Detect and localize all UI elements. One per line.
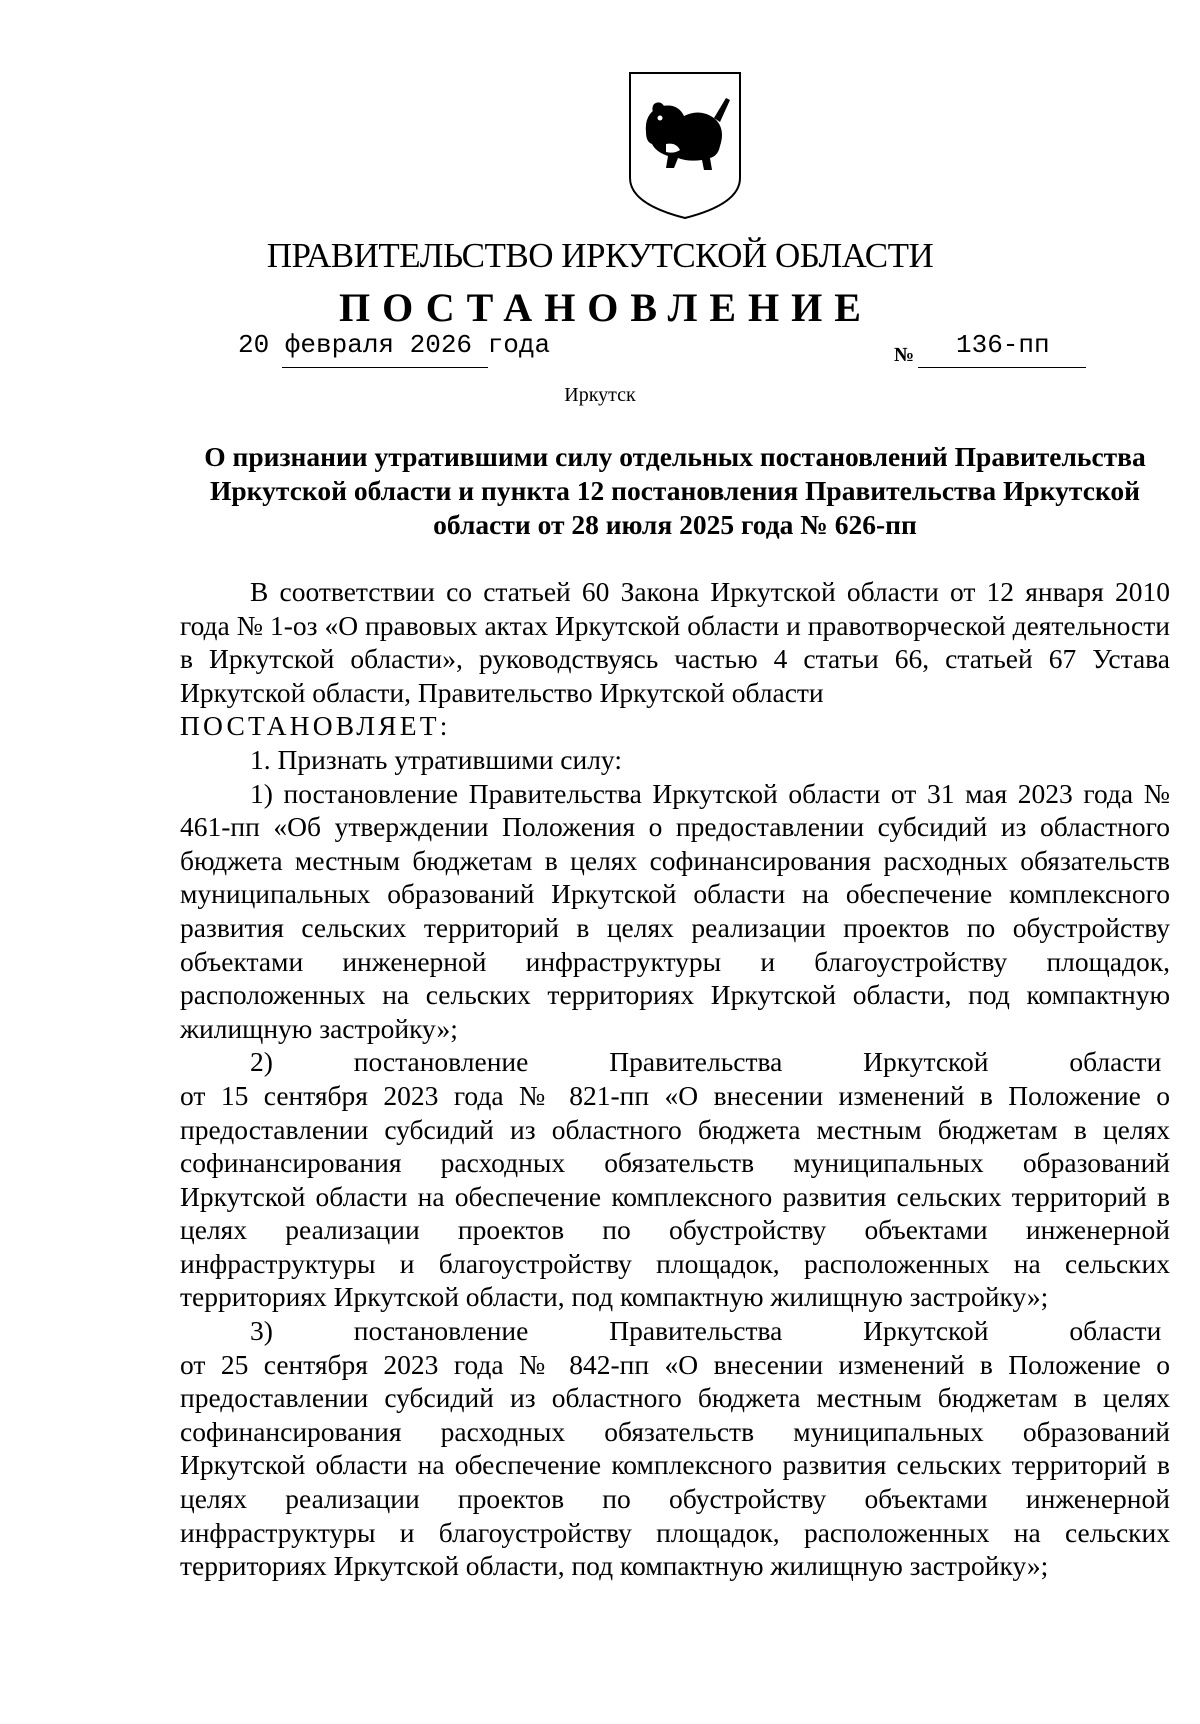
document-body [180,575,1170,1583]
number-underline [918,367,1086,368]
government-name: ПРАВИТЕЛЬСТВО ИРКУТСКОЙ ОБЛАСТИ [266,236,934,275]
decree-number: 136-пп [956,330,1050,360]
number-sign: № [894,344,915,366]
date-underline [282,367,488,368]
list-item-2-head: 2) постановление Правительства Иркутской области [250,1046,1162,1078]
list-item-1: 1) постановление Правительства Иркутской области от 31 мая 2023 года № 461-пп «Об утверждении Положения о предоставлении субсидий из областного бюджета местным бюджетам в целях софинансирования расходных обязательств муниципальных образований Иркутской области на обеспечение комплексного развития сельских территорий в целях реализации проектов по обустройству объектами инженерной инфраструктуры и благоустройству площадок, расположенных на сельских территориях Иркутской области, под компактную жилищную застройку»; [180,777,1170,1044]
document-type-heading: ПОСТАНОВЛЕНИЕ [339,285,873,330]
city-name: Иркутск [564,384,636,406]
preamble-paragraph: В соответствии со статьей 60 Закона Иркутской области от 12 января 2010 года № 1-оз «О правовых актах Иркутской области и правотворческой деятельности в Иркутской области», руководствуясь частью 4 статьи 66, статьей 67 Устава Иркутской области, Правительство Иркутской области [180,576,1170,708]
title-line: О признании утратившими силу отдельных постановлений Правительства [204,441,1146,472]
title-line: Иркутской области и пункта 12 постановления Правительства Иркутской [209,475,1141,506]
clause-1: 1. Признать утратившими силу: [250,743,622,775]
list-item-3-head: 3) постановление Правительства Иркутской области [250,1315,1162,1347]
list-item-3-body: от 25 сентября 2023 года № 842-пп «О внесении изменений в Положение о предоставлении субсидий из областного бюджета местным бюджетам в целях софинансирования расходных обязательств муниципальных образований Иркутской области на обеспечение комплексного развития сельских территорий в целях реализации проектов по обустройству объектами инженерной инфраструктуры и благоустройству площадок, расположенных на сельских территориях Иркутской области, под компактную жилищную застройку»; [180,1348,1170,1582]
decides-heading: ПОСТАНОВЛЯЕТ: [180,710,451,742]
list-item-2-body: от 15 сентября 2023 года № 821-пп «О внесении изменений в Положение о предоставлении субсидий из областного бюджета местным бюджетам в целях софинансирования расходных обязательств муниципальных образований Иркутской области на обеспечение комплексного развития сельских территорий в целях реализации проектов по обустройству объектами инженерной инфраструктуры и благоустройству площадок, расположенных на сельских территориях Иркутской области, под компактную жилищную застройку»; [180,1079,1170,1313]
document-title [180,440,1170,542]
title-line: области от 28 июля 2025 года № 626-пп [433,509,917,540]
coat-of-arms-emblem [626,70,744,220]
decree-date: 20 февраля 2026 года [238,330,551,360]
